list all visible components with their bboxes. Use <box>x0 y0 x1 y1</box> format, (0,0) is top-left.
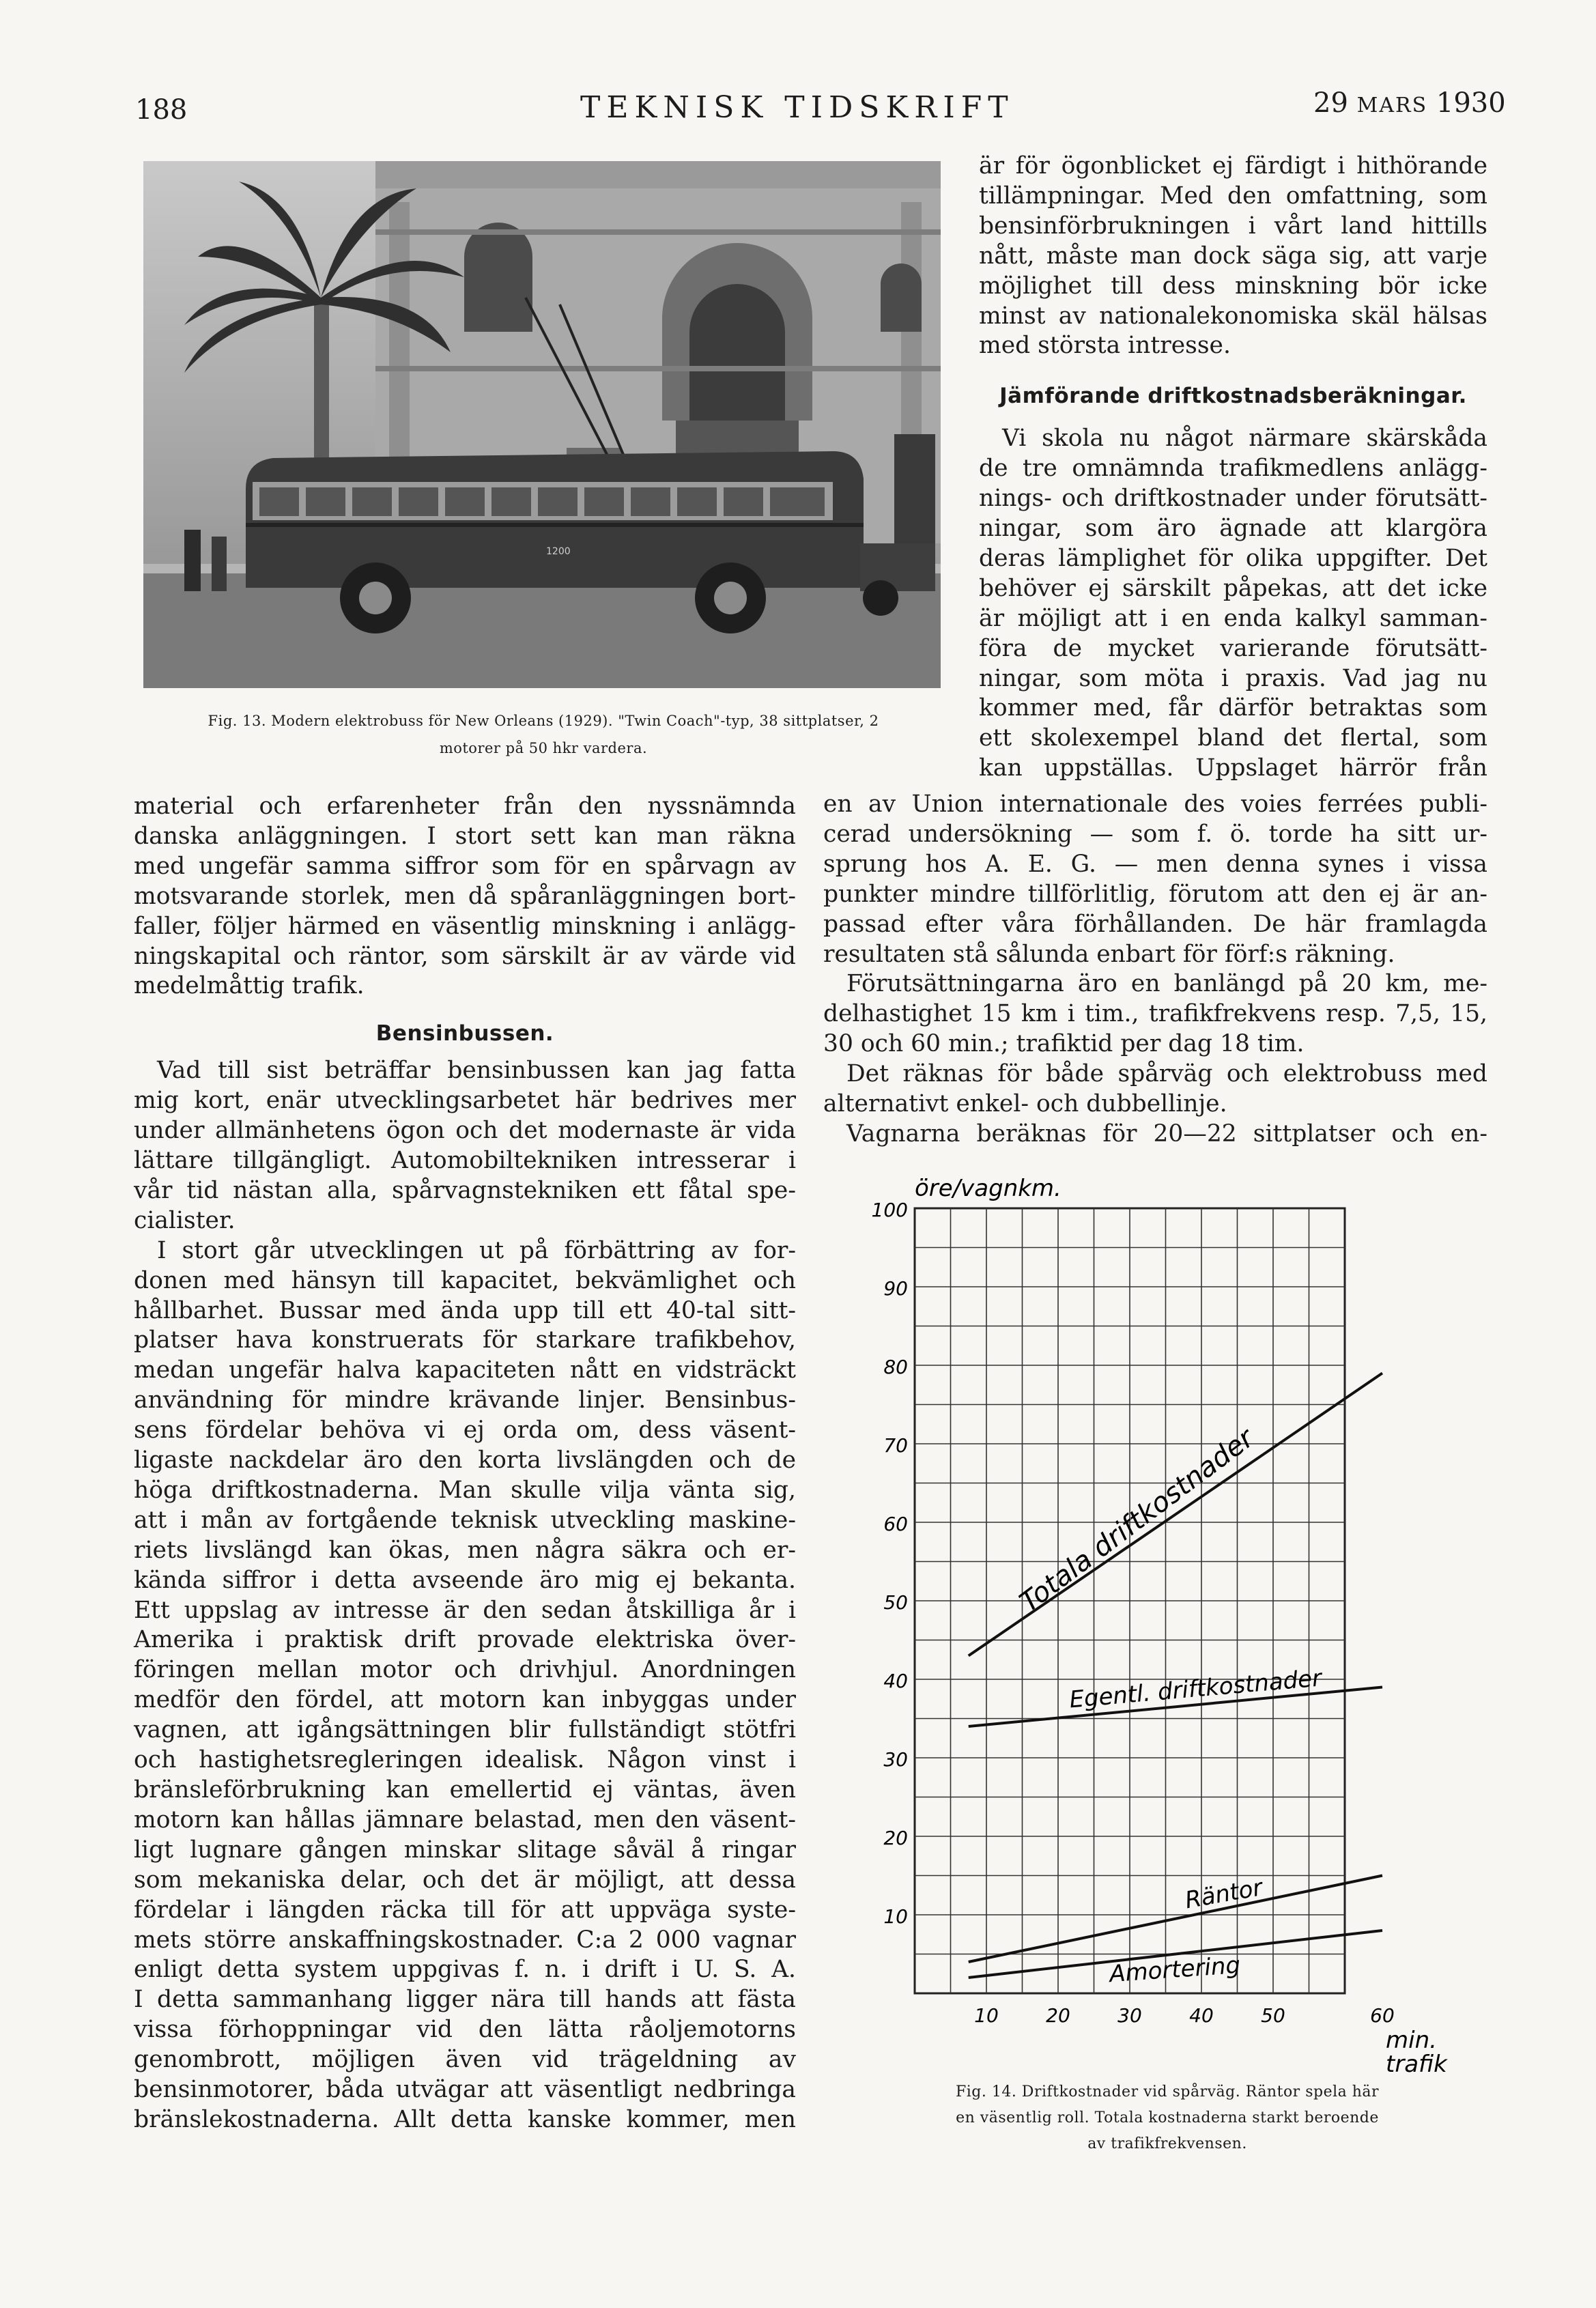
y-tick-label: 40 <box>883 1670 908 1692</box>
figure-13-caption <box>134 707 953 762</box>
text-line: lättare tillgängligt. Automobiltekniken intresserar i <box>134 1146 796 1174</box>
x-tick-label: 50 <box>1261 2004 1285 2027</box>
text-line: möjlighet till dess minskning bör icke <box>979 272 1487 300</box>
text-line: platser hava konstruerats för starkare trafikbehov, <box>134 1326 796 1354</box>
text-line: I stort går utvecklingen ut på förbättring av for- <box>157 1236 796 1264</box>
issue-date <box>1313 87 1506 119</box>
figure-14-caption-line: Fig. 14. Driftkostnader vid spårväg. Räntor spela här <box>955 2083 1380 2100</box>
text-line: cialister. <box>134 1206 236 1234</box>
text-line: medelmåttig trafik. <box>134 972 365 1000</box>
x-unit-label-trafik: trafik <box>1386 2051 1447 2075</box>
x-tick-label: 40 <box>1189 2004 1214 2027</box>
text-line: vagnen, att igångsättningen blir fullständigt stötfri <box>134 1716 796 1744</box>
text-line: medan ungefär halva kapaciteten nått en vidsträckt <box>134 1356 796 1384</box>
bus-number: 1200 <box>546 546 571 557</box>
text-line: de tre omnämnda trafikmedlens anlägg- <box>979 455 1487 483</box>
text-line: ett skolexempel bland det flertal, som <box>979 724 1487 752</box>
text-line: enligt detta system uppgivas f. n. i drift i U. S. A. <box>134 1956 796 1984</box>
text-line: punkter mindre tillförlitlig, förutom att den ej är an- <box>823 880 1487 908</box>
bus-photo-illustration <box>143 161 941 688</box>
figure-14-caption-line: av trafikfrekvensen. <box>1087 2135 1247 2152</box>
text-line: alternativt enkel- och dubbellinje. <box>823 1090 1227 1118</box>
text-line: och hastighetsregleringen idealisk. Någon vinst i <box>134 1746 796 1774</box>
text-line: danska anläggningen. I stort sett kan man räkna <box>134 822 796 850</box>
text-line: deras lämplighet för olika uppgifter. Det <box>979 544 1487 572</box>
series-label: Egentl. driftkostnader <box>1068 1664 1323 1714</box>
text-line: Vad till sist beträffar bensinbussen kan jag fatta <box>157 1057 796 1085</box>
text-line: ligt lugnare gången minskar slitage såväl å ringar <box>134 1836 796 1864</box>
text-line: höga driftkostnaderna. Man skulle vilja vänta sig, <box>134 1476 796 1504</box>
date-day: 29 <box>1313 87 1348 119</box>
text-line: att i mån av fortgående teknisk utveckling maskine- <box>134 1506 796 1534</box>
text-line: Amerika i praktisk drift provade elektriska över- <box>134 1626 796 1654</box>
text-line: vår tid nästan alla, spårvagnstekniken ett fåtal spe- <box>134 1176 796 1204</box>
text-line: genombrott, möjligen även vid trägeldning av <box>134 2046 796 2074</box>
figure-13-caption-line: motorer på 50 hkr vardera. <box>439 740 648 756</box>
text-line: som mekaniska delar, och det är möjligt, att dessa <box>134 1866 796 1894</box>
text-line: faller, följer härmed en väsentlig minskning i anlägg- <box>134 912 796 940</box>
text-line: minst av nationalekonomiska skäl hälsas <box>979 302 1487 330</box>
text-line: ningskapital och räntor, som särskilt är av värde vid <box>134 942 796 970</box>
text-line: användning för mindre krävande linjer. Bensinbus- <box>134 1386 796 1414</box>
date-year: 1930 <box>1436 87 1506 119</box>
text-line: nings- och driftkostnader under förutsätt- <box>979 485 1487 513</box>
text-line: ningar, som äro ägnade att klargöra <box>979 514 1487 542</box>
text-line: donen med hänsyn till kapacitet, bekvämlighet och <box>134 1266 796 1294</box>
text-line: Vagnarna beräknas för 20—22 sittplatser och en- <box>846 1120 1487 1148</box>
x-tick-label: 20 <box>1046 2004 1070 2027</box>
text-line: sprung hos A. E. G. — men denna synes i vissa <box>823 850 1487 878</box>
chart-grid <box>915 1208 1345 1993</box>
text-line: resultaten stå sålunda enbart för förf:s räkning. <box>823 940 1395 968</box>
text-line: föra de mycket varierande förutsätt- <box>979 634 1487 662</box>
section-heading-jamforande: Jämförande driftkostnadsberäkningar. <box>999 384 1467 409</box>
figure-14-chart <box>867 1167 1481 2123</box>
text-line: motorn kan hållas jämnare belastad, men den väsent- <box>134 1806 796 1834</box>
text-line: med största intresse. <box>979 332 1231 360</box>
y-tick-label: 70 <box>883 1434 908 1457</box>
figure-14-caption <box>901 2079 1434 2157</box>
text-line: föringen mellan motor och drivhjul. Anordningen <box>134 1656 796 1684</box>
text-line: under allmänhetens ögon och det modernaste är vida <box>134 1117 796 1145</box>
series-label: Räntor <box>1183 1874 1265 1915</box>
text-line: 30 och 60 min.; trafiktid per dag 18 tim. <box>823 1030 1305 1058</box>
text-line: Förutsättningarna äro en banlängd på 20 km, me- <box>846 970 1487 998</box>
page-number: 188 <box>135 94 188 126</box>
text-line: Vi skola nu något närmare skärskåda <box>1002 425 1487 453</box>
y-tick-label: 100 <box>871 1199 908 1221</box>
x-tick-label: 10 <box>974 2004 999 2027</box>
text-line: ligaste nackdelar äro den korta livslängden och de <box>134 1447 796 1474</box>
text-line: sens fördelar behöva vi ej orda om, dess väsent- <box>134 1416 796 1444</box>
x-unit-label-min: min. <box>1386 2027 1437 2054</box>
figure-14-caption-line: en väsentlig roll. Totala kostnaderna starkt beroende <box>956 2109 1379 2126</box>
text-line: kan uppställas. Uppslaget härrör från <box>979 754 1487 782</box>
section-heading-bensin: Bensinbussen. <box>375 1021 554 1046</box>
text-line: behöver ej särskilt påpekas, att det icke <box>979 574 1487 602</box>
left-column <box>134 792 796 2135</box>
y-tick-label: 10 <box>883 1905 908 1928</box>
text-line: tillämpningar. Med den omfattning, som <box>979 182 1487 210</box>
text-line: är möjligt att i en enda kalkyl samman- <box>979 604 1487 632</box>
text-line: mets större anskaffningskostnader. C:a 2 000 vagnar <box>134 1926 796 1954</box>
chart-series <box>969 1373 1382 1989</box>
y-tick-label: 60 <box>883 1513 908 1535</box>
cost-chart-svg <box>867 1167 1481 2075</box>
date-month: MARS <box>1356 94 1428 117</box>
text-line: kommer med, får därför betraktas som <box>979 694 1487 722</box>
y-tick-labels <box>872 1199 908 1928</box>
bus-photo <box>143 161 941 688</box>
y-tick-label: 50 <box>883 1591 908 1614</box>
text-line: en av Union internationale des voies ferrées publi- <box>823 790 1487 818</box>
text-line: medför den fördel, att motorn kan inbyggas under <box>134 1686 796 1714</box>
text-line: Ett uppslag av intresse är den sedan åtskilliga år i <box>134 1596 796 1624</box>
series-label: Totala driftkostnader <box>1014 1422 1260 1619</box>
text-line: kända siffror i detta avseende äro mig ej bekanta. <box>134 1566 796 1594</box>
text-line: passad efter våra förhållanden. De här framlagda <box>823 910 1487 938</box>
y-tick-label: 90 <box>883 1277 908 1300</box>
text-line: bränslekostnaderna. Allt detta kanske kommer, men <box>134 2105 796 2133</box>
text-line: fördelar i längden räcka till för att uppväga syste- <box>134 1896 796 1924</box>
text-line: bensinmotorer, båda utvägar att väsentligt nedbringa <box>134 2076 796 2104</box>
right-column-top <box>979 152 1487 784</box>
text-line: vissa förhoppningar vid den lätta råoljemotorns <box>134 2016 796 2044</box>
text-line: bensinförbrukningen i vårt land hittills <box>979 212 1487 240</box>
series-line <box>969 1876 1382 1963</box>
text-line: är för ögonblicket ej färdigt i hithörande <box>979 152 1487 180</box>
text-line: Det räknas för både spårväg och elektrobuss med <box>846 1060 1487 1088</box>
text-line: material och erfarenheter från den nyssnämnda <box>134 793 796 820</box>
y-unit-label: öre/vagnkm. <box>915 1175 1061 1202</box>
text-line: ningar, som möta i praxis. Vad jag nu <box>979 664 1487 692</box>
text-line: delhastighet 15 km i tim., trafikfrekvens resp. 7,5, 15, <box>823 1000 1487 1028</box>
x-tick-labels <box>974 2004 1395 2027</box>
series-label: Amortering <box>1108 1951 1242 1989</box>
text-line: bränsleförbrukning kan emellertid ej väntas, även <box>134 1776 796 1804</box>
text-line: cerad undersökning — som f. ö. torde ha sitt ur- <box>823 820 1487 848</box>
right-column-bottom <box>823 790 1487 1150</box>
x-tick-label: 30 <box>1117 2004 1142 2027</box>
x-tick-label: 60 <box>1370 2004 1395 2027</box>
text-line: I detta sammanhang ligger nära till hands att fästa <box>134 1986 796 2014</box>
text-line: hållbarhet. Bussar med ända upp till ett 40-tal sitt- <box>134 1296 796 1324</box>
text-line: mig kort, enär utvecklingsarbetet här bedrives mer <box>134 1087 796 1115</box>
y-tick-label: 20 <box>883 1827 908 1849</box>
y-tick-label: 30 <box>883 1748 908 1771</box>
y-tick-label: 80 <box>883 1356 908 1378</box>
text-line: med ungefär samma siffror som för en spårvagn av <box>134 852 796 880</box>
text-line: motsvarande storlek, men då spåranläggningen bort- <box>134 882 796 910</box>
figure-13-caption-line: Fig. 13. Modern elektrobuss för New Orleans (1929). "Twin Coach"-typ, 38 sittplatser, 2 <box>208 713 879 729</box>
text-line: nått, måste man dock säga sig, att varje <box>979 242 1487 270</box>
text-line: riets livslängd kan ökas, men några säkra och er- <box>134 1536 796 1564</box>
journal-title: TEKNISK TIDSKRIFT <box>580 90 1014 125</box>
